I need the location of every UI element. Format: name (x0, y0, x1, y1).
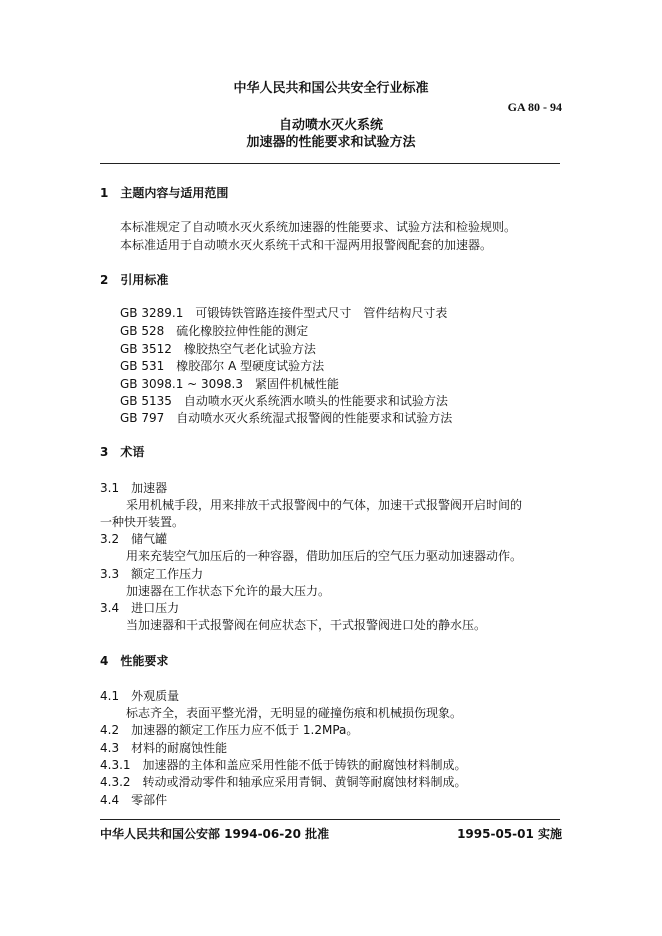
title-line-1: 自动喷水灭火系统 (278, 118, 383, 133)
term-3-4: 3.4 进口压力 (100, 601, 180, 615)
reference-item: GB 3289.1 可锻铸铁管路连接件型式尺寸 管件结构尺寸表 (120, 306, 448, 320)
item-4-4: 4.4 零部件 (100, 793, 168, 807)
reference-item: GB 531 橡胶邵尔 A 型硬度试验方法 (120, 359, 325, 373)
section-4-heading: 4 性能要求 (100, 654, 169, 668)
item-4-1-description: 标志齐全，表面平整光滑，无明显的碰撞伤痕和机械损伤现象。 (126, 706, 463, 720)
term-3-4-definition: 当加速器和干式报警阀在伺应状态下，干式报警阀进口处的静水压。 (126, 618, 487, 632)
reference-item: GB 3512 橡胶热空气老化试验方法 (120, 342, 316, 356)
term-3-2-definition: 用来充装空气加压后的一种容器，借助加压后的空气压力驱动加速器动作。 (126, 549, 523, 563)
term-3-1: 3.1 加速器 (100, 481, 168, 495)
section-1-para-1: 本标准规定了自动喷水灭火系统加速器的性能要求、试验方法和检验规则。 (120, 220, 517, 234)
header-divider (100, 163, 560, 164)
standard-code: GA 80 - 94 (507, 100, 562, 114)
term-3-1-definition-cont: 一种快开装置。 (100, 515, 185, 529)
approval-date: 中华人民共和国公安部 1994-06-20 批准 (100, 827, 330, 841)
section-1-para-2: 本标准适用于自动喷水灭火系统干式和干湿两用报警阀配套的加速器。 (120, 238, 493, 252)
item-4-1: 4.1 外观质量 (100, 689, 180, 703)
standard-org: 中华人民共和国公共安全行业标准 (233, 81, 429, 96)
reference-item: GB 5135 自动喷水灭火系统洒水喷头的性能要求和试验方法 (120, 394, 448, 408)
title-line-2: 加速器的性能要求和试验方法 (246, 135, 416, 150)
reference-item: GB 797 自动喷水灭火系统湿式报警阀的性能要求和试验方法 (120, 411, 453, 425)
term-3-2: 3.2 储气罐 (100, 532, 168, 546)
section-2-heading: 2 引用标准 (100, 273, 169, 287)
item-4-2: 4.2 加速器的额定工作压力应不低于 1.2MPa。 (100, 723, 359, 737)
item-4-3: 4.3 材料的耐腐蚀性能 (100, 741, 228, 755)
reference-item: GB 3098.1 ~ 3098.3 紧固件机械性能 (120, 377, 340, 391)
term-3-3: 3.3 额定工作压力 (100, 567, 204, 581)
effective-date: 1995-05-01 实施 (457, 827, 562, 841)
footer-divider (100, 819, 560, 820)
item-4-3-1: 4.3.1 加速器的主体和盖应采用性能不低于铸铁的耐腐蚀材料制成。 (100, 758, 467, 772)
term-3-3-definition: 加速器在工作状态下允许的最大压力。 (126, 584, 331, 598)
section-1-heading: 1 主题内容与适用范围 (100, 186, 229, 200)
term-3-1-definition: 采用机械手段，用来排放干式报警阀中的气体，加速干式报警阀开启时间的 (126, 498, 523, 512)
section-3-heading: 3 术语 (100, 445, 145, 459)
reference-item: GB 528 硫化橡胶拉伸性能的测定 (120, 324, 309, 338)
item-4-3-2: 4.3.2 转动或滑动零件和轴承应采用青铜、黄铜等耐腐蚀材料制成。 (100, 775, 467, 789)
